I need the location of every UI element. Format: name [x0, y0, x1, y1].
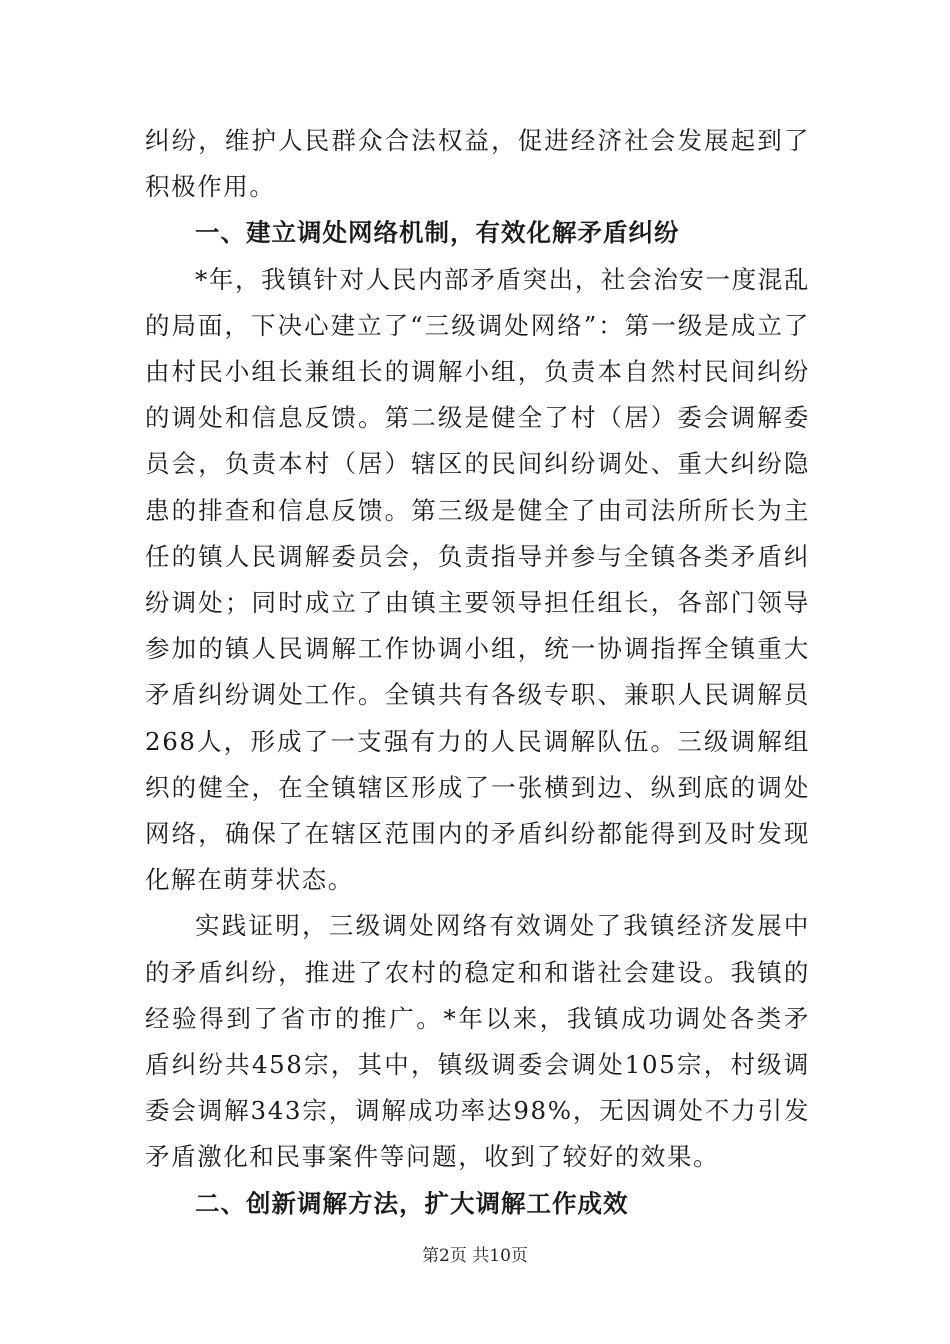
- paragraph-practice-results: 实践证明，三级调处网络有效调处了我镇经济发展中的矛盾纠纷，推进了农村的稳定和和谐社会建设。我镇的经验得到了省市的推广。*年以来，我镇成功调处各类矛盾纠纷共458宗，其中，镇级调委会调处105宗，村级调委会调解343宗，调解成功率达98%，无因调处不力引发矛盾激化和民事案件等问题，收到了较好的效果。: [145, 911, 810, 1172]
- section-heading-1: 一、建立调处网络机制，有效化解矛盾纠纷: [195, 218, 680, 248]
- document-body: [145, 118, 810, 1227]
- paragraph-continuation: 纠纷，维护人民群众合法权益，促进经济社会发展起到了积极作用。: [145, 126, 810, 202]
- page-footer: 第2页 共10页: [422, 1246, 528, 1266]
- paragraph-network-mechanism: *年，我镇针对人民内部矛盾突出，社会治安一度混乱的局面，下决心建立了“三级调处网络”：第一级是成立了由村民小组长兼组长的调解小组，负责本自然村民间纠纷的调处和信息反馈。第二级是健全了村（居）委会调解委员会，负责本村（居）辖区的民间纠纷调处、重大纠纷隐患的排查和信息反馈。第三级是健全了由司法所所长为主任的镇人民调解委员会，负责指导并参与全镇各类矛盾纠纷调处；同时成立了由镇主要领导担任组长，各部门领导参加的镇人民调解工作协调小组，统一协调指挥全镇重大矛盾纠纷调处工作。全镇共有各级专职、兼职人民调解员268人，形成了一支强有力的人民调解队伍。三级调解组织的健全，在全镇辖区形成了一张横到边、纵到底的调处网络，确保了在辖区范围内的矛盾纠纷都能得到及时发现化解在萌芽状态。: [145, 264, 810, 895]
- section-heading-2: 二、创新调解方法，扩大调解工作成效: [195, 1188, 629, 1218]
